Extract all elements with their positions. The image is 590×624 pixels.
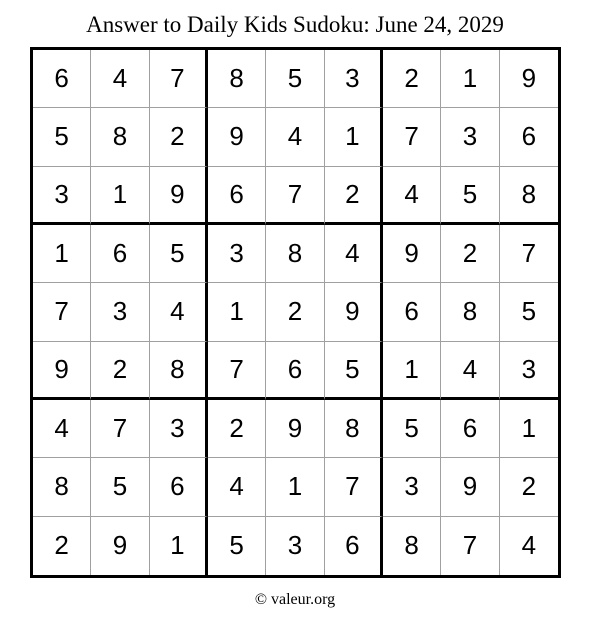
sudoku-cell: 4: [383, 167, 441, 225]
sudoku-cell: 3: [383, 458, 441, 516]
sudoku-cell: 9: [383, 225, 441, 283]
sudoku-cell: 3: [325, 50, 383, 108]
sudoku-cell: 6: [208, 167, 266, 225]
sudoku-cell: 1: [150, 517, 208, 575]
sudoku-cell: 6: [266, 342, 324, 400]
sudoku-cell: 5: [208, 517, 266, 575]
sudoku-cell: 1: [91, 167, 149, 225]
sudoku-cell: 1: [208, 283, 266, 341]
sudoku-cell: 9: [325, 283, 383, 341]
sudoku-cell: 8: [266, 225, 324, 283]
sudoku-cell: 8: [325, 400, 383, 458]
sudoku-cell: 6: [441, 400, 499, 458]
sudoku-cell: 4: [521, 530, 537, 561]
sudoku-cell: 4: [441, 342, 499, 400]
sudoku-cell: 4: [33, 400, 91, 458]
sudoku-cell: 6: [325, 517, 383, 575]
sudoku-cell: 1: [500, 400, 558, 458]
sudoku-cell: 7: [266, 167, 324, 225]
sudoku-cell: 5: [325, 342, 383, 400]
copyright-footer: © valeur.org: [254, 591, 336, 608]
sudoku-cell: 7: [325, 458, 383, 516]
sudoku-cell: 2: [441, 225, 499, 283]
sudoku-cell: 6: [33, 50, 91, 108]
sudoku-cell: 4: [91, 50, 149, 108]
sudoku-cell: 9: [150, 167, 208, 225]
sudoku-cell: 5: [500, 283, 558, 341]
sudoku-cell: 3: [208, 225, 266, 283]
sudoku-cell: 7: [91, 400, 149, 458]
sudoku-cell: 8: [208, 50, 266, 108]
sudoku-cell: 1: [266, 458, 324, 516]
sudoku-cell: 3: [441, 108, 499, 166]
sudoku-cell: 5: [441, 167, 499, 225]
sudoku-cell: 1: [383, 342, 441, 400]
sudoku-cell: 3: [91, 283, 149, 341]
sudoku-cell: 2: [325, 167, 383, 225]
sudoku-cell: 3: [33, 167, 91, 225]
sudoku-cell: 5: [383, 400, 441, 458]
sudoku-cell: 8: [441, 283, 499, 341]
sudoku-cell: 4: [208, 458, 266, 516]
page-title: Answer to Daily Kids Sudoku: June 24, 2029: [86, 12, 504, 37]
sudoku-cell: 4: [150, 283, 208, 341]
sudoku-cell: 8: [500, 167, 558, 225]
sudoku-cell: 9: [208, 108, 266, 166]
sudoku-cell: 2: [150, 108, 208, 166]
sudoku-cell: 8: [383, 517, 441, 575]
sudoku-cell: 2: [500, 458, 558, 516]
sudoku-cell: 2: [383, 50, 441, 108]
sudoku-cell: 6: [500, 108, 558, 166]
sudoku-cell: 3: [266, 517, 324, 575]
sudoku-board: [30, 47, 561, 578]
sudoku-cell: 7: [208, 342, 266, 400]
sudoku-cell: 9: [500, 50, 558, 108]
sudoku-cell: 7: [33, 283, 91, 341]
sudoku-cell: 3: [150, 400, 208, 458]
sudoku-cell: 6: [91, 225, 149, 283]
sudoku-cell: 1: [325, 108, 383, 166]
sudoku-cell: 9: [91, 517, 149, 575]
sudoku-cell: 2: [91, 342, 149, 400]
sudoku-cell: 8: [150, 342, 208, 400]
sudoku-cell: 4: [266, 108, 324, 166]
sudoku-cell: 5: [33, 108, 91, 166]
sudoku-cell: 5: [91, 458, 149, 516]
sudoku-cell: 4: [325, 225, 383, 283]
sudoku-cell: 2: [33, 517, 91, 575]
sudoku-cell: 5: [150, 225, 208, 283]
sudoku-cell: 1: [441, 50, 499, 108]
sudoku-cell: 9: [266, 400, 324, 458]
sudoku-cell: 5: [266, 50, 324, 108]
sudoku-cell: 8: [91, 108, 149, 166]
sudoku-cell: 3: [500, 342, 558, 400]
sudoku-cell: 7: [383, 108, 441, 166]
sudoku-cell: 9: [441, 458, 499, 516]
sudoku-cell: 2: [266, 283, 324, 341]
sudoku-cell: 2: [208, 400, 266, 458]
sudoku-cell: 8: [33, 458, 91, 516]
sudoku-cell: 7: [500, 225, 558, 283]
sudoku-cell: 6: [150, 458, 208, 516]
sudoku-cell: 7: [150, 50, 208, 108]
sudoku-cell: 7: [441, 517, 499, 575]
sudoku-cell: 9: [33, 342, 91, 400]
sudoku-cell: 6: [383, 283, 441, 341]
sudoku-cell: 1: [33, 225, 91, 283]
